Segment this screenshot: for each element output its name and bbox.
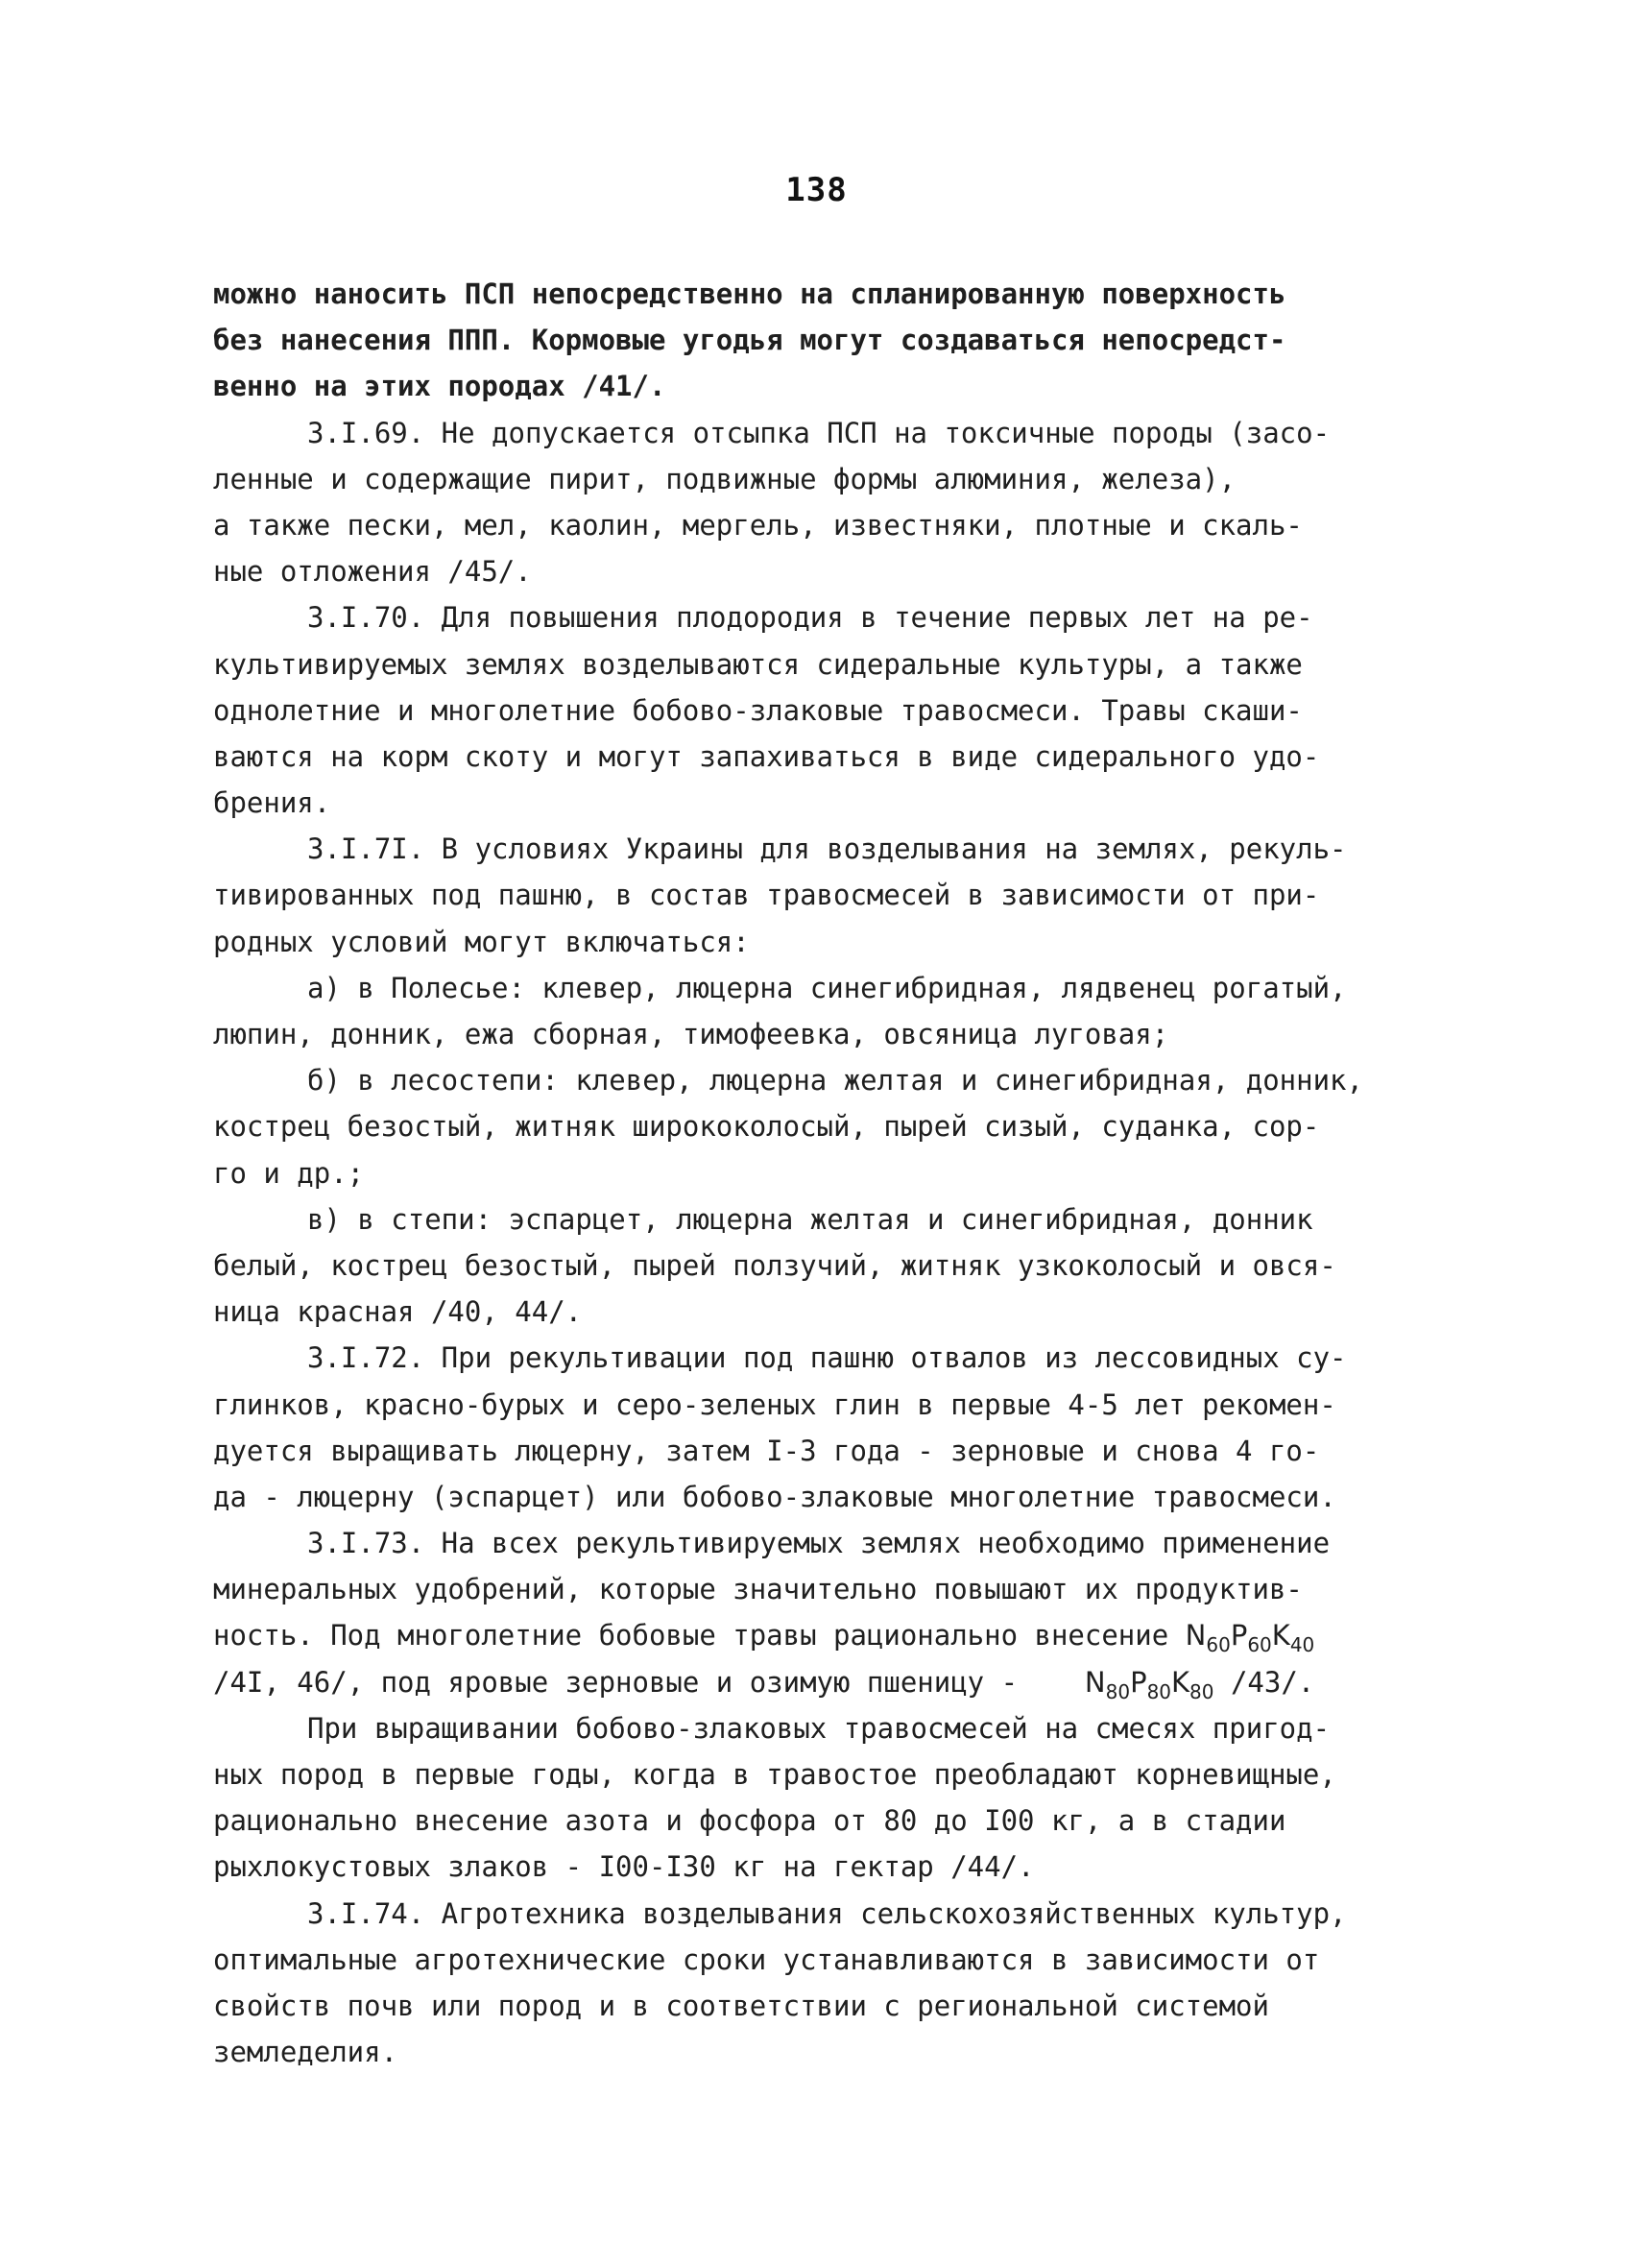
- list-item-b: б) в лесостепи: клевер, люцерна желтая и синегибридная, донник,: [307, 1064, 1363, 1098]
- page-number: 138: [785, 171, 848, 209]
- text-line: ваются на корм скоту и могут запахиваться в виде сидерального удо-: [213, 739, 1320, 773]
- formula-p: P: [1230, 1619, 1248, 1653]
- text-line: костpец безостый, житняк ширококолосый, пырей сизый, суданка, сор-: [213, 1110, 1320, 1144]
- text-line: минеральных удобрений, которые значительно повышают их продуктив-: [213, 1573, 1303, 1606]
- formula-p-sub: 80: [1146, 1679, 1172, 1703]
- formula-reference: /43/.: [1230, 1665, 1315, 1699]
- formula-k: K: [1271, 1619, 1290, 1653]
- text-line: рационально внесение азота и фосфора от 80 до I00 кг, а в стадии: [213, 1804, 1286, 1838]
- text-line: однолетние и многолетние бобово-злаковые травосмеси. Травы скаши-: [213, 693, 1303, 727]
- text-line: да - люцерну (эспарцет) или бобово-злаковые многолетние травосмеси.: [213, 1480, 1336, 1513]
- text-line: родных условий могут включаться:: [213, 925, 750, 958]
- text-line: свойств почв или пород и в соответствии с региональной системой: [213, 1989, 1269, 2022]
- formula-k-sub: 80: [1189, 1679, 1214, 1703]
- body-text: [213, 271, 1452, 2075]
- text-line-with-formula-1: [213, 1612, 1452, 1658]
- text-line: культивируемых землях возделываются сидеральные культуры, а также: [213, 647, 1303, 681]
- fertilizer-formula-2: [1084, 1665, 1214, 1703]
- list-item-v: в) в степи: эспарцет, люцерна желтая и синегибридная, донник: [307, 1202, 1313, 1236]
- formula-n: N: [1185, 1619, 1207, 1653]
- text-line: тивированных под пашню, в состав травосмесей в зависимости от при-: [213, 879, 1320, 912]
- text-line: люпин, донник, ежа сборная, тимофеевка, овсяница луговая;: [213, 1018, 1169, 1050]
- formula-k: K: [1171, 1665, 1190, 1699]
- text-line: можно наносить ПСП непосредственно на спланированную поверхность: [213, 277, 1286, 310]
- formula-n-sub: 80: [1105, 1679, 1131, 1703]
- list-item-a: а) в Полесье: клевер, люцерна синегибридная, лядвенец рогатый,: [307, 971, 1347, 1004]
- text-line: ных пород в первые годы, когда в травостое преобладают корневищные,: [213, 1758, 1336, 1791]
- formula-n-sub: 60: [1206, 1633, 1231, 1657]
- text-line: венно на этих породах /41/.: [213, 370, 666, 403]
- text-line: земледелия.: [213, 2036, 398, 2069]
- text-fragment: ность. Под многолетние бобовые травы рационально внесение: [213, 1619, 1169, 1653]
- text-line: без нанесения ППП. Кормовые угодья могут создаваться непосредст-: [213, 324, 1286, 357]
- paragraph-start-3-1-70: 3.I.70. Для повышения плодородия в течение первых лет на ре-: [307, 601, 1313, 635]
- text-line: ленные и содержащие пирит, подвижные формы алюминия, железа),: [213, 462, 1237, 495]
- paragraph-start-3-1-72: 3.I.72. При рекультивации под пашню отвалов из лессовидных су-: [307, 1341, 1347, 1375]
- paragraph-start-cultivation: При выращивании бобово-злаковых травосмесей на смесях пригод-: [307, 1711, 1331, 1745]
- text-line: ные отложения /45/.: [213, 555, 532, 589]
- text-line: ница красная /40, 44/.: [213, 1295, 583, 1329]
- formula-n: N: [1084, 1665, 1106, 1699]
- text-line: а также пески, мел, каолин, мергель, известняки, плотные и скаль-: [213, 508, 1303, 542]
- paragraph-start-3-1-73: 3.I.73. На всех рекультивируемых землях необходимо применение: [307, 1527, 1331, 1560]
- formula-p-sub: 60: [1247, 1633, 1272, 1657]
- text-fragment: /4I, 46/, под яровые зерновые и озимую пшеницу -: [213, 1665, 1019, 1699]
- text-line: оптимальные агротехнические сроки устанавливаются в зависимости от: [213, 1942, 1320, 1976]
- text-line: рыхлокустовых злаков - I00-I30 кг на гектар /44/.: [213, 1850, 1035, 1884]
- text-line: глинков, красно-бурых и серо-зеленых глин в первые 4-5 лет рекомен-: [213, 1387, 1336, 1421]
- formula-p: P: [1130, 1665, 1147, 1699]
- paragraph-start-3-1-71: 3.I.7I. В условиях Украины для возделывания на землях, рекуль-: [307, 832, 1347, 866]
- text-line: брения.: [213, 786, 331, 820]
- formula-k-sub: 40: [1289, 1633, 1315, 1657]
- text-line: белый, костpец безостый, пырей ползучий, житняк узкоколосый и овся-: [213, 1248, 1336, 1282]
- paragraph-start-3-1-69: 3.I.69. Не допускается отсыпка ПСП на токсичные породы (засо-: [307, 416, 1331, 449]
- fertilizer-formula-1: [1185, 1619, 1315, 1657]
- paragraph-start-3-1-74: 3.I.74. Агротехника возделывания сельскохозяйственных культур,: [307, 1896, 1347, 1930]
- text-line: го и др.;: [213, 1156, 365, 1190]
- text-line: дуется выращивать люцерну, затем I-3 года - зерновые и снова 4 го-: [213, 1434, 1320, 1467]
- text-line-with-formula-2: [213, 1659, 1452, 1705]
